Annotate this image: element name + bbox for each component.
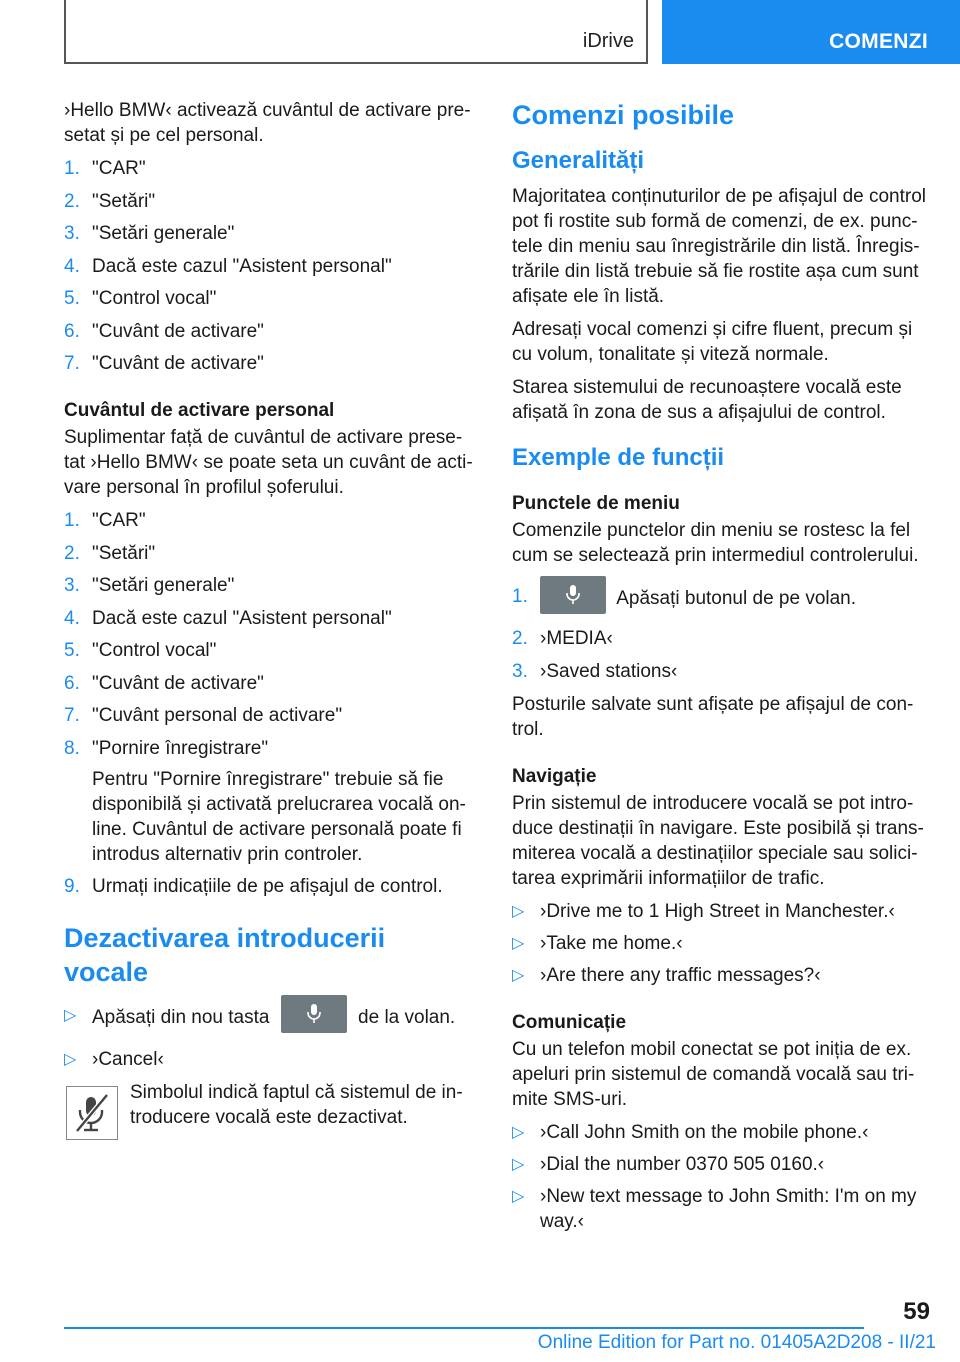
right-column	[512, 98, 932, 1242]
list-item: ▷ ›Drive me to 1 High Street in Manchester.‹	[512, 900, 895, 922]
list-item: 8. "Pornire înregistrare" Pentru "Pornire înregistrare" trebuie să fie disponibilă și activată prelucrarea vocală on-line. Cuvântul de activare personală poate fi introdus alternativ prin controler.	[64, 736, 474, 867]
list-item: 9. Urmați indicațiile de pe afișajul de control.	[64, 876, 443, 897]
list-item: ▷ ›Dial the number 0370 505 0160.‹	[512, 1153, 825, 1175]
general-paragraph: Starea sistemului de recunoaștere vocală este afișată în zona de sus a afișajului de control.	[512, 377, 902, 423]
footer-edition: Online Edition for Part no. 01405A2D208 - II/21	[537, 1332, 936, 1353]
list-item: 4. Dacă este cazul "Asistent personal"	[64, 255, 392, 277]
triangle-bullet-icon: ▷	[512, 902, 525, 920]
left-column	[64, 98, 474, 1138]
voice-disabled-description: Simbolul indică faptul că sistemul de in-troducere vocală este dezactivat.	[130, 1082, 463, 1128]
triangle-bullet-icon: ▷	[512, 1123, 525, 1141]
voice-disabled-icon	[66, 1086, 118, 1140]
triangle-bullet-icon: ▷	[512, 934, 525, 952]
list-item: 7. "Cuvânt personal de activare"	[64, 705, 343, 726]
list-item: 2. "Setări"	[64, 190, 156, 212]
triangle-bullet-icon: ▷	[64, 1007, 77, 1024]
list-item: 6. "Cuvânt de activare"	[64, 672, 264, 694]
triangle-bullet-icon: ▷	[512, 1155, 525, 1173]
list-item: ▷ ›Cancel‹	[64, 1049, 164, 1070]
page-number: 59	[903, 1298, 930, 1325]
general-heading: Generalități	[512, 147, 645, 174]
list-item-note: Pentru "Pornire înregistrare" trebuie să fie disponibilă și activată prelucrarea vocală on-line. Cuvântul de activare personală poate fi introdus alternativ prin controler.	[92, 768, 466, 865]
examples-heading: Exemple de funcții	[512, 444, 725, 471]
header-chapter-box	[64, 0, 648, 64]
list-item: 1. "CAR"	[64, 158, 146, 179]
triangle-bullet-icon: ▷	[512, 1187, 525, 1205]
list-item: 5. "Control vocal"	[64, 640, 217, 661]
communication-heading: Comunicație	[512, 1011, 627, 1033]
menu-items-text: Comenzile punctelor din meniu se rostesc la fel cum se selectează prin intermediul controlerului.	[512, 520, 919, 566]
navigation-text: Prin sistemul de introducere vocală se pot intro-duce destinații în navigare. Este posibilă și trans-miterea vocală a destinațiilor speciale sau solici-tarea exprimării informațiilor de trafic.	[512, 792, 924, 889]
triangle-bullet-icon: ▷	[512, 966, 525, 984]
section-title: Comenzi posibile	[512, 100, 735, 130]
list-item: 1. Apăsați butonul de pe volan.	[512, 584, 932, 614]
list-item: ▷ ›Call John Smith on the mobile phone.‹	[512, 1121, 869, 1143]
steering-wheel-voice-button	[281, 995, 347, 1033]
voice-disabled-symbol-row	[64, 1080, 474, 1138]
personal-wake-word-steps	[64, 508, 474, 899]
list-item: ▷ ›Take me home.‹	[512, 932, 683, 954]
list-item: 3. "Setări generale"	[64, 223, 235, 244]
list-item: ▷ ›New text message to John Smith: I'm on my way.‹	[512, 1185, 917, 1232]
microphone-icon	[565, 584, 581, 606]
header-chapter-label: iDrive	[582, 30, 634, 52]
list-item: ▷ Apăsați din nou tasta de la volan.	[64, 1003, 474, 1033]
microphone-icon	[306, 1003, 322, 1025]
menu-steps	[512, 584, 932, 684]
menu-result-text: Posturile salvate sunt afișate pe afișajul de con-trol.	[512, 693, 914, 740]
list-item: 1. "CAR"	[64, 510, 146, 531]
personal-wake-word-heading: Cuvântul de activare personal	[64, 400, 335, 421]
triangle-bullet-icon: ▷	[64, 1051, 77, 1068]
list-item: 5. "Control vocal"	[64, 288, 217, 309]
list-item: 3. "Setări generale"	[64, 575, 235, 596]
intro-paragraph: ›Hello BMW‹ activează cuvântul de activare pre-setat și pe cel personal.	[64, 100, 471, 146]
communication-text: Cu un telefon mobil conectat se pot iniția de ex. apeluri prin sistemul de comandă vocală sau tri-mite SMS-uri.	[512, 1038, 915, 1110]
deactivation-heading: Dezactivarea introducerii vocale	[64, 923, 386, 987]
list-item: 6. "Cuvânt de activare"	[64, 320, 264, 342]
list-item: 3. ›Saved stations‹	[512, 660, 678, 682]
navigation-heading: Navigație	[512, 765, 597, 787]
steering-wheel-voice-button	[540, 576, 606, 614]
header-section-label: COMENZI	[829, 30, 928, 53]
list-item: 2. "Setări"	[64, 542, 156, 564]
header-section-tab	[662, 0, 960, 64]
list-item: 7. "Cuvânt de activare"	[64, 353, 264, 374]
general-paragraph: Adresați vocal comenzi și cifre fluent, precum și cu volum, tonalitate și viteză normale.	[512, 319, 913, 365]
general-paragraph: Majoritatea conținuturilor de pe afișajul de control pot fi rostite sub formă de comenzi, de ex. punc-tele din meniu sau înregistrările din listă. Înregis-trările din listă trebuie să fie rostite așa cum sunt afișate ele în listă.	[512, 186, 927, 307]
list-item: 2. ›MEDIA‹	[512, 628, 613, 649]
menu-items-heading: Punctele de meniu	[512, 493, 680, 514]
deactivation-steps	[64, 1003, 474, 1072]
personal-wake-word-text: Suplimentar față de cuvântul de activare prese-tat ›Hello BMW‹ se poate seta un cuvânt de acti-vare personal în profilul șoferului.	[64, 427, 473, 498]
wake-word-steps	[64, 156, 474, 376]
communication-examples	[512, 1120, 932, 1234]
list-item: 4. Dacă este cazul "Asistent personal"	[64, 607, 392, 629]
footer-divider	[64, 1327, 864, 1329]
list-item: ▷ ›Are there any traffic messages?‹	[512, 964, 821, 986]
navigation-examples	[512, 899, 932, 988]
